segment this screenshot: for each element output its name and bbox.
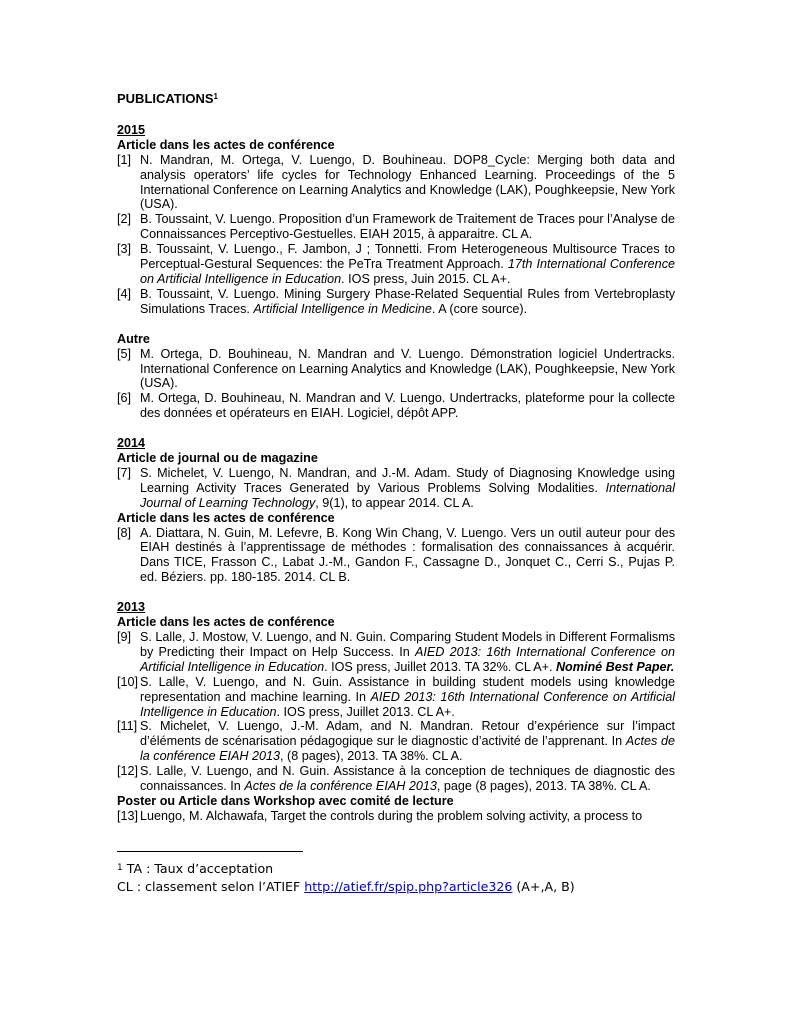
reference-details: . A (core source). (431, 301, 528, 316)
reference-authors-title: B. Toussaint, V. Luengo., F. Jambon, J ; Tonnetti. From Heterogeneous Multisource Traces to Perceptual-Gestural Sequences: the PeTra Treatment Approach. (140, 242, 675, 272)
footnote-text: CL : classement selon l’ATIEF (117, 879, 305, 894)
reference-details: , 9(1), to appear 2014. CL A. (315, 495, 474, 510)
reference-details: . IOS press, Juillet 2013. TA 32%. CL A+. (324, 659, 556, 674)
reference-item (117, 212, 675, 242)
reference-number: [2] (117, 212, 132, 227)
reference-venue: International Journal of Learning Technology (140, 480, 675, 510)
reference-authors-title: S. Lalle, J. Mostow, V. Luengo, and N. Guin. Comparing Student Models in Different Formalisms by Predicting their Impact on Help Success. In (140, 630, 675, 659)
reference-text: A. Diattara, N. Guin, M. Lefevre, B. Kong Win Chang, V. Luengo. Vers un outil auteur pour des EIAH destinés à l’apprentissage de méthodes : formalisation des connaissances à acquérir. Dans TICE, Frasson C., Labat J.-M., Gandon F., Cassagne D., Jonquet C., Cerri S., Pujas P. ed. Béziers. pp. 180-185. 2014. CL B. (140, 525, 675, 585)
category-heading: Poster ou Article dans Workshop avec comité de lecture (117, 793, 454, 808)
reference-item (117, 347, 675, 392)
reference-number: [4] (117, 286, 132, 301)
reference-number: [7] (117, 465, 132, 480)
category-heading: Article dans les actes de conférence (117, 615, 335, 630)
reference-number: [9] (117, 630, 132, 644)
reference-text (140, 764, 675, 794)
publications-page (117, 92, 675, 824)
category-heading: Autre (117, 331, 150, 346)
footnote-line-1 (117, 860, 575, 878)
reference-venue: AIED 2013: 16th International Conference on Artificial Intelligence in Education (140, 644, 675, 674)
award-note: Nominé Best Paper. (555, 659, 675, 674)
reference-text (140, 287, 675, 317)
title-text: PUBLICATIONS (117, 91, 214, 106)
footnote-text: (A+,A, B) (512, 879, 575, 894)
reference-venue: Actes de la conférence EIAH 2013 (140, 734, 675, 764)
reference-text: Luengo, M. Alchawafa, Target the controls during the problem solving activity, a process to (140, 808, 643, 823)
reference-number: [11] (117, 719, 138, 734)
page-title (117, 92, 675, 107)
footnote-mark: 1 (117, 863, 123, 873)
reference-number: [3] (117, 242, 132, 257)
reference-authors-title: S. Lalle, V. Luengo, and N. Guin. Assistance in building student models using knowledge representation and machine learning. In (140, 674, 675, 704)
reference-venue: Actes de la conférence EIAH 2013 (244, 779, 437, 794)
category-heading: Article dans les actes de conférence (117, 137, 335, 152)
reference-item (117, 809, 675, 824)
footnote-text: TA : Taux d’acceptation (122, 861, 274, 876)
footnote-marker: 1 (213, 92, 218, 101)
reference-item (117, 466, 675, 511)
reference-venue: AIED 2013: 16th International Conference on Artificial Intelligence in Education (140, 689, 675, 719)
reference-text (140, 719, 675, 764)
reference-number: [12] (117, 764, 139, 779)
reference-text (140, 630, 675, 675)
reference-text: M. Ortega, D. Bouhineau, N. Mandran and V. Luengo. Undertracks, plateforme pour la collecte des données et opérateurs en EIAH. Logiciel, dépôt APP. (140, 391, 675, 421)
year-heading-2014: 2014 (117, 436, 146, 451)
reference-authors-title: S. Michelet, V. Luengo, J.-M. Adam, and N. Mandran. Retour d’expérience sur l’impact d’éléments de scénarisation pédagogique sur le diagnostic d’activité de l’apprenant. In (140, 719, 675, 749)
reference-number: [1] (117, 152, 132, 167)
reference-text (140, 466, 675, 511)
reference-item (117, 391, 675, 421)
reference-item (117, 287, 675, 317)
reference-text: N. Mandran, M. Ortega, V. Luengo, D. Bouhineau. DOP8_Cycle: Merging both data and analysis operators’ life cycles for Technology Enhanced Learning. Proceedings of the 5 International Conference on Learning Analytics and Knowledge (LAK), Poughkeepsie, New York (USA). (140, 152, 675, 212)
reference-text (140, 242, 675, 287)
reference-item (117, 153, 675, 213)
reference-venue: 17th International Conference on Artificial Intelligence in Education (140, 257, 675, 286)
reference-item (117, 675, 675, 720)
reference-number: [10] (117, 674, 139, 689)
reference-item (117, 764, 675, 794)
reference-item (117, 242, 675, 287)
atief-link[interactable]: http://atief.fr/spip.php?article326 (304, 879, 513, 894)
reference-text: M. Ortega, D. Bouhineau, N. Mandran and V. Luengo. Démonstration logiciel Undertracks. International Conference on Learning Analytics and Knowledge (LAK), Poughkeepsie, New York (USA). (140, 346, 675, 391)
reference-authors-title: B. Toussaint, V. Luengo. Mining Surgery Phase-Related Sequential Rules from Vertebroplasty Simulations Traces. (140, 286, 675, 316)
category-heading: Article dans les actes de conférence (117, 510, 335, 525)
reference-item (117, 719, 675, 764)
reference-authors-title: S. Michelet, V. Luengo, N. Mandran, and J.-M. Adam. Study of Diagnosing Knowledge using Learning Activity Traces Generated by Various Problems Solving Modalities. (140, 465, 675, 495)
reference-number: [13] (117, 808, 139, 823)
year-heading-2015: 2015 (117, 122, 146, 137)
reference-item (117, 630, 675, 675)
reference-venue: Artificial Intelligence in Medicine (253, 301, 432, 316)
reference-details: . IOS press, Juillet 2013. CL A+. (276, 704, 455, 719)
reference-details: , page (8 pages), 2013. TA 38%. CL A. (436, 779, 651, 794)
reference-details: , (8 pages), 2013. TA 38%. CL A. (280, 749, 463, 764)
reference-text: B. Toussaint, V. Luengo. Proposition d’un Framework de Traitement de Traces pour l’Analyse de Connaissances Perceptivo-Gestuelles. EIAH 2015, à apparaitre. CL A. (140, 212, 675, 242)
footnote (117, 860, 575, 896)
reference-text (140, 675, 675, 720)
category-heading: Article de journal ou de magazine (117, 451, 318, 466)
reference-number: [8] (117, 525, 132, 540)
year-heading-2013: 2013 (117, 600, 146, 615)
footnote-separator (117, 851, 303, 852)
reference-authors-title: S. Lalle, V. Luengo, and N. Guin. Assistance à la conception de techniques de diagnostic des connaissances. In (140, 764, 675, 794)
reference-number: [6] (117, 391, 132, 406)
reference-item (117, 526, 675, 586)
reference-number: [5] (117, 346, 132, 361)
footnote-line-2 (117, 878, 575, 896)
reference-details: . IOS press, Juin 2015. CL A+. (341, 271, 511, 286)
